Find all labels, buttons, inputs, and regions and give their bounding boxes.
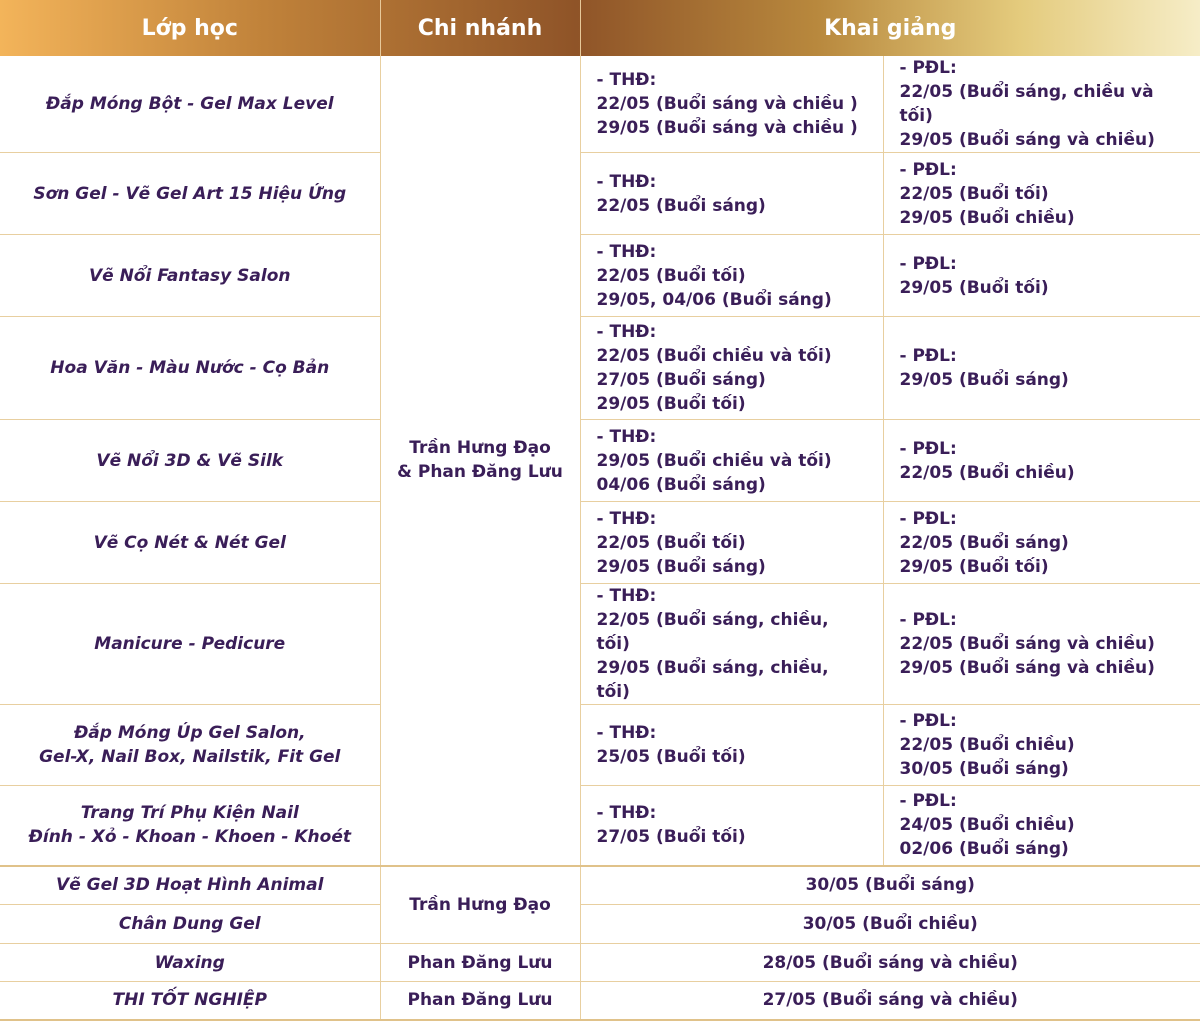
branch-pdl: Phan Đăng Lưu (380, 944, 580, 982)
text-line: - THĐ: (596, 322, 657, 342)
schedule-pdl (883, 584, 1200, 705)
schedule-thd (580, 705, 883, 786)
schedule-thd (580, 56, 883, 153)
text-line: & Phan Đăng Lưu (397, 462, 563, 483)
text-line: Vẽ Nổi 3D & Vẽ Silk (96, 450, 284, 471)
text-line: 29/05, 04/06 (Buổi sáng) (596, 289, 832, 310)
text-line: - THĐ: (596, 586, 657, 606)
schedule-pdl (883, 420, 1200, 502)
text-line: 22/05 (Buổi chiều) (899, 735, 1075, 755)
table-row (0, 584, 1200, 705)
schedule-body (0, 56, 1200, 1020)
text-line: Gel-X, Nail Box, Nailstik, Fit Gel (39, 747, 341, 767)
opening-date: 30/05 (Buổi chiều) (580, 905, 1200, 944)
table-row (0, 944, 1200, 982)
text-line: - PĐL: (899, 508, 957, 529)
schedule-pdl (883, 153, 1200, 235)
schedule-thd (580, 786, 883, 866)
text-line: 22/05 (Buổi tối) (596, 532, 746, 553)
table-row (0, 502, 1200, 584)
course-name (0, 502, 380, 584)
schedule-thd (580, 235, 883, 317)
text-line: 04/06 (Buổi sáng) (596, 474, 766, 495)
header-row (0, 0, 1200, 56)
text-line: Trần Hưng Đạo (409, 438, 551, 459)
text-line: - THĐ: (596, 723, 657, 743)
text-line: Vẽ Nổi Fantasy Salon (88, 265, 291, 286)
text-line: 29/05 (Buổi chiều) (899, 207, 1075, 228)
course-name: Chân Dung Gel (0, 905, 380, 944)
table-row (0, 982, 1200, 1020)
text-line: Đính - Xỏ - Khoan - Khoen - Khoét (28, 827, 351, 848)
text-line: 29/05 (Buổi sáng và chiều) (899, 130, 1155, 150)
schedule-pdl (883, 235, 1200, 317)
text-line: 27/05 (Buổi tối) (596, 827, 746, 848)
text-line: - PĐL: (899, 610, 957, 630)
schedule-pdl (883, 786, 1200, 866)
text-line: 22/05 (Buổi sáng và chiều) (899, 634, 1155, 654)
text-line: 29/05 (Buổi sáng) (596, 556, 766, 577)
text-line: Hoa Văn - Màu Nước - Cọ Bản (50, 358, 330, 378)
schedule-thd (580, 153, 883, 235)
course-name (0, 235, 380, 317)
course-name: Waxing (0, 944, 380, 982)
text-line: - THĐ: (596, 508, 657, 529)
table-row (0, 56, 1200, 153)
table-row (0, 235, 1200, 317)
text-line: - THĐ: (596, 803, 657, 824)
text-line: Manicure - Pedicure (94, 634, 286, 654)
text-line: 22/05 (Buổi sáng và chiều ) (596, 94, 858, 114)
text-line: 22/05 (Buổi sáng, chiều, tối) (596, 610, 829, 654)
table-row (0, 153, 1200, 235)
text-line: 29/05 (Buổi tối) (899, 556, 1049, 577)
text-line: Vẽ Cọ Nét & Nét Gel (93, 532, 286, 553)
table-row (0, 866, 1200, 905)
schedule-thd (580, 502, 883, 584)
table-row (0, 905, 1200, 944)
text-line: 22/05 (Buổi chiều) (899, 462, 1075, 483)
text-line: 27/05 (Buổi sáng) (596, 370, 766, 390)
opening-date: 28/05 (Buổi sáng và chiều) (580, 944, 1200, 982)
text-line: 29/05 (Buổi sáng, chiều, tối) (596, 658, 829, 702)
text-line: - PĐL: (899, 791, 957, 812)
text-line: Đắp Móng Úp Gel Salon, (73, 723, 306, 743)
schedule-thd (580, 584, 883, 705)
header-opening: Khai giảng (824, 15, 957, 41)
text-line: - PĐL: (899, 438, 957, 459)
text-line: Trang Trí Phụ Kiện Nail (80, 803, 299, 824)
text-line: 25/05 (Buổi tối) (596, 747, 746, 767)
text-line: Đắp Móng Bột - Gel Max Level (45, 94, 334, 114)
text-line: Sơn Gel - Vẽ Gel Art 15 Hiệu Ứng (33, 183, 347, 204)
header-course: Lớp học (0, 0, 380, 56)
text-line: 02/06 (Buổi sáng) (899, 839, 1069, 860)
schedule-pdl (883, 56, 1200, 153)
opening-date: 30/05 (Buổi sáng) (580, 866, 1200, 905)
course-name (0, 786, 380, 866)
course-name: THI TỐT NGHIỆP (0, 982, 380, 1020)
text-line: 29/05 (Buổi tối) (899, 277, 1049, 298)
table-row (0, 705, 1200, 786)
text-line: - PĐL: (899, 711, 957, 731)
schedule-thd (580, 317, 883, 420)
course-name (0, 584, 380, 705)
course-name (0, 420, 380, 502)
text-line: - THĐ: (596, 70, 657, 90)
text-line: - THĐ: (596, 426, 657, 447)
schedule-pdl (883, 502, 1200, 584)
text-line: 22/05 (Buổi sáng, chiều và tối) (899, 82, 1154, 126)
text-line: - PĐL: (899, 253, 957, 274)
text-line: 29/05 (Buổi sáng và chiều) (899, 658, 1155, 678)
text-line: - PĐL: (899, 159, 957, 180)
text-line: 29/05 (Buổi sáng và chiều ) (596, 118, 858, 138)
schedule-pdl (883, 705, 1200, 786)
branch-thd: Trần Hưng Đạo (380, 866, 580, 944)
branch-pdl: Phan Đăng Lưu (380, 982, 580, 1020)
branch-both (380, 56, 580, 866)
course-name: Vẽ Gel 3D Hoạt Hình Animal (0, 866, 380, 905)
text-line: 29/05 (Buổi sáng) (899, 370, 1069, 390)
text-line: - THĐ: (596, 241, 657, 262)
text-line: - THĐ: (596, 171, 657, 192)
course-name (0, 705, 380, 786)
course-name (0, 56, 380, 153)
text-line: 22/05 (Buổi tối) (899, 183, 1049, 204)
schedule-pdl (883, 317, 1200, 420)
text-line: 24/05 (Buổi chiều) (899, 815, 1075, 836)
text-line: 22/05 (Buổi sáng) (899, 532, 1069, 553)
text-line: 22/05 (Buổi chiều và tối) (596, 346, 832, 366)
course-name (0, 153, 380, 235)
table-row (0, 317, 1200, 420)
table-row (0, 786, 1200, 866)
header-branch: Chi nhánh (380, 0, 580, 56)
text-line: 29/05 (Buổi chiều và tối) (596, 450, 832, 471)
course-name (0, 317, 380, 420)
text-line: 29/05 (Buổi tối) (596, 394, 746, 414)
text-line: 22/05 (Buổi sáng) (596, 195, 766, 216)
text-line: - PĐL: (899, 346, 957, 366)
table-row (0, 420, 1200, 502)
text-line: 30/05 (Buổi sáng) (899, 759, 1069, 779)
text-line: - PĐL: (899, 58, 957, 78)
opening-date: 27/05 (Buổi sáng và chiều) (580, 982, 1200, 1020)
text-line: 22/05 (Buổi tối) (596, 265, 746, 286)
schedule-thd (580, 420, 883, 502)
